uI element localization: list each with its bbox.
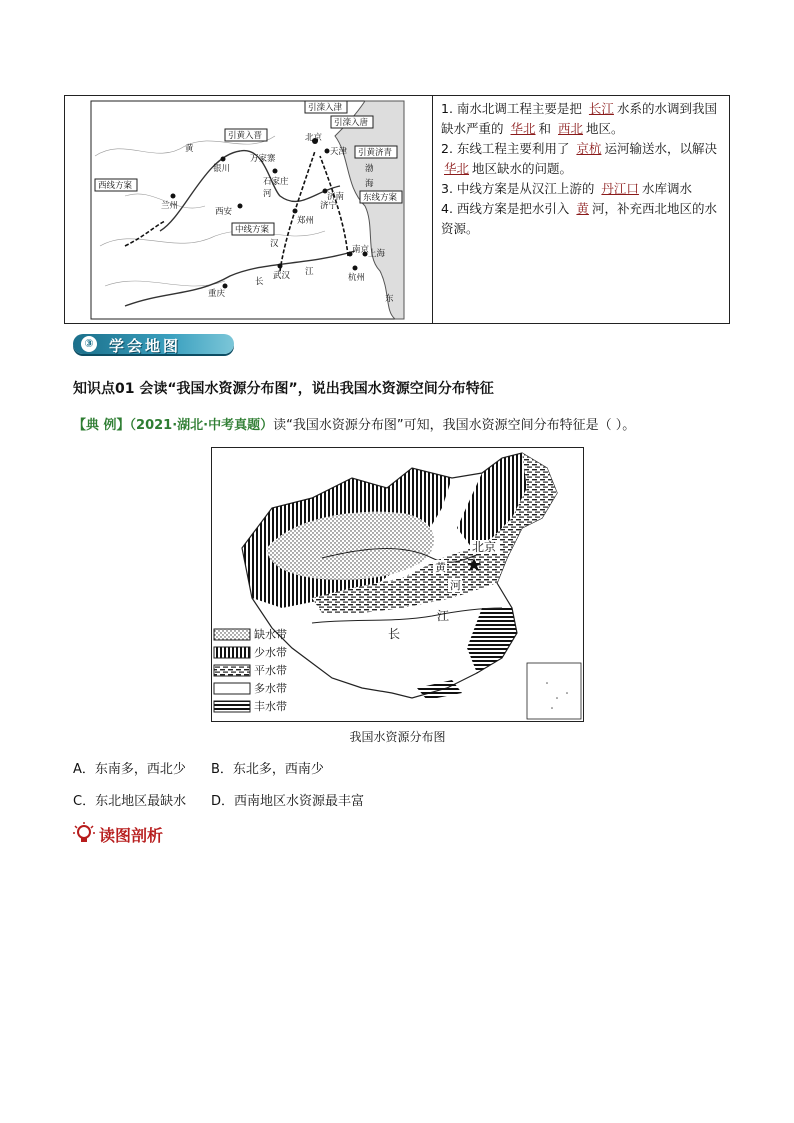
svg-text:引滦入津: 引滦入津	[308, 103, 343, 113]
svg-text:引滦入唐: 引滦入唐	[334, 118, 369, 128]
svg-text:中线方案: 中线方案	[235, 225, 270, 235]
svg-text:河: 河	[263, 189, 272, 199]
item-text: 东线工程主要利用了	[456, 141, 570, 156]
svg-text:海: 海	[365, 179, 374, 189]
map-label: 引黄入晋	[228, 131, 263, 141]
svg-text:西安: 西安	[215, 207, 233, 217]
water-diversion-map-svg	[65, 96, 430, 323]
section-title: 学会地图	[109, 337, 182, 355]
read-analysis-title: 读图剖析	[99, 826, 164, 845]
example-source: （2021·湖北·中考真题）	[129, 418, 274, 433]
knowledge-point-title: 知识点01 会读“我国水资源分布图”，说出我国水资源空间分布特征	[73, 381, 494, 397]
item-text: 河，补充西北地区的水资源。	[441, 201, 717, 236]
svg-text:引黄济青: 引黄济青	[358, 148, 393, 158]
item-text: 中线方案是从汉江上游的	[456, 181, 595, 196]
water-resources-map-svg	[212, 448, 583, 721]
svg-text:南京: 南京	[352, 245, 370, 255]
answer-blank: 丹江口	[601, 181, 639, 196]
item-text: 南水北调工程主要是把	[456, 101, 582, 116]
south-north-water-map	[65, 96, 433, 323]
svg-text:江: 江	[305, 267, 314, 277]
options-row-1	[73, 758, 324, 777]
item-number: 4.	[441, 201, 453, 216]
question-item-2	[441, 139, 723, 179]
info-table	[64, 95, 730, 324]
item-number: 3.	[441, 181, 453, 196]
example-tag: 【典 例】	[73, 418, 130, 433]
example-question	[73, 414, 635, 433]
svg-text:郑州: 郑州	[297, 216, 315, 226]
item-text: 水库调水	[641, 181, 692, 196]
svg-text:汉: 汉	[270, 239, 279, 249]
legend-label-shortage: 缺水带	[254, 628, 287, 641]
options-row-2	[73, 790, 364, 809]
answer-blank: 黄	[576, 201, 589, 216]
item-text: 地区。	[586, 121, 624, 136]
legend-label-medium: 平水带	[254, 664, 287, 677]
section-header	[73, 331, 234, 356]
option-c[interactable]: C．东北地区最缺水	[73, 794, 187, 809]
svg-text:杭州: 杭州	[348, 273, 366, 283]
question-item-1	[441, 99, 723, 139]
svg-text:上海: 上海	[368, 249, 386, 259]
item-text: 水系的水调到我国缺水严重的	[441, 101, 717, 136]
svg-text:重庆: 重庆	[208, 289, 226, 299]
item-text: 和	[538, 121, 552, 136]
map-label-chang: 长	[388, 627, 401, 641]
item-text: 运河输送水，以解决	[604, 141, 717, 156]
question-list	[433, 96, 729, 323]
svg-text:西线方案: 西线方案	[98, 181, 133, 191]
item-number: 1.	[441, 101, 453, 116]
svg-text:渤: 渤	[365, 164, 374, 174]
item-text: 西线方案是把水引入	[456, 201, 570, 216]
svg-text:北京: 北京	[305, 133, 323, 143]
answer-blank: 西北	[558, 121, 584, 136]
map-label-huang: 黄	[435, 561, 446, 574]
map-label-he: 河	[450, 579, 461, 592]
svg-text:银川: 银川	[213, 164, 231, 174]
svg-text:东: 东	[385, 294, 394, 304]
svg-text:兰州: 兰州	[161, 201, 179, 211]
option-b[interactable]: B．东北多，西南少	[211, 762, 324, 777]
option-a[interactable]: A．东南多，西北少	[73, 762, 186, 777]
item-number: 2.	[441, 141, 453, 156]
water-resources-map	[211, 447, 584, 722]
legend-label-plenty: 多水带	[254, 682, 287, 695]
question-item-4	[441, 199, 723, 239]
svg-text:石家庄: 石家庄	[263, 177, 289, 187]
map-label-beijing: 北京	[472, 540, 497, 554]
read-analysis-heading	[73, 822, 163, 846]
map-label-jiang: 江	[437, 609, 450, 623]
svg-text:济南: 济南	[327, 192, 345, 202]
svg-text:长: 长	[255, 277, 264, 287]
question-item-3	[441, 179, 723, 199]
svg-text:武汉: 武汉	[273, 271, 291, 281]
legend-label-abundant: 丰水带	[254, 700, 287, 713]
answer-blank: 长江	[588, 101, 614, 116]
lightbulb-icon	[73, 822, 95, 846]
legend-label-low: 少水带	[254, 646, 287, 659]
section-number: ③	[81, 336, 97, 352]
svg-text:天津: 天津	[330, 147, 348, 157]
answer-blank: 京杭	[576, 141, 602, 156]
option-d[interactable]: D．西南地区水资源最丰富	[211, 794, 365, 809]
item-text: 地区缺水的问题。	[472, 161, 573, 176]
answer-blank: 华北	[510, 121, 536, 136]
answer-blank: 华北	[444, 161, 470, 176]
svg-text:济宁: 济宁	[320, 201, 338, 211]
example-text: 读“我国水资源分布图”可知，我国水资源空间分布特征是（ ）。	[273, 418, 636, 433]
svg-text:东线方案: 东线方案	[363, 193, 398, 203]
svg-text:黄: 黄	[185, 144, 194, 154]
map-caption: 我国水资源分布图	[349, 730, 446, 744]
svg-text:万家寨: 万家寨	[250, 154, 276, 164]
